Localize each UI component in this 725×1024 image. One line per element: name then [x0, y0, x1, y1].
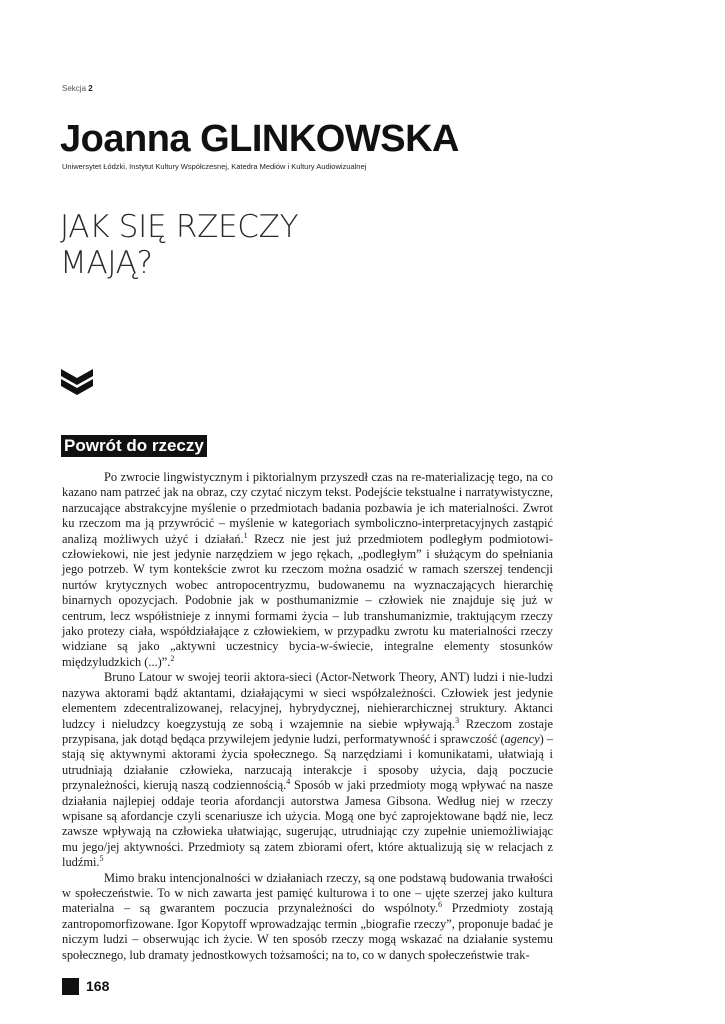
article-body [62, 470, 553, 963]
section-prefix: Sekcja [62, 84, 87, 93]
footnote-ref: 2 [170, 653, 175, 663]
section-heading: Powrót do rzeczy [61, 435, 207, 457]
article-title-line-2: MAJĄ? [60, 245, 153, 281]
author-name: Joanna GLINKOWSKA [60, 118, 459, 160]
author-affiliation: Uniwersytet Łódzki, Instytut Kultury Współczesnej, Katedra Mediów i Kultury Audiowizualnej [62, 162, 367, 171]
article-title [60, 209, 298, 281]
page-number [62, 976, 109, 996]
body-text-segment: ) – stają się aktywnymi aktorami życia społecznego. Są narzędziami i komunikatami, ułatwiają i utrudniają działanie człowieka, narzucają interakcje i sposoby użycia, dają poczucie przynależności, kierują naszą codziennością. [62, 731, 554, 793]
body-paragraph [62, 871, 553, 963]
double-chevron-down-icon [60, 366, 94, 396]
body-text-segment: Po zwrocie lingwistycznym i piktorialnym przyszedł czas na re-materializację tego, na co kazano nam patrzeć jak na obraz, czy czytać niczym tekst. Podejście tekstualne i narratywistyczne, narzucające abstrakcyjne myślenie o przedmiotach badania pozbawia je ich materialności. Zwrot ku rzeczom ma ją przywrócić – myślenie w kategoriach symboliczno-interpretacyjnych zastąpić analizą możliwych użyć i działań. [62, 470, 553, 546]
emphasis-text: agency [504, 731, 540, 746]
footnote-ref: 1 [243, 530, 248, 540]
body-text-segment: Mimo braku intencjonalności w działaniach rzeczy, są one podstawą budowania trwałości w społeczeństwie. To w nich zawarta jest pamięć kulturowa i to one – ujęte szerzej jako kultura materialna – są gwarantem poczucia przynależności do wspólnoty. [62, 870, 553, 916]
body-paragraph [62, 670, 553, 870]
footnote-ref: 6 [438, 900, 443, 910]
section-number: 2 [88, 84, 93, 93]
body-text-segment: Rzeczom zostaje przypisana, jak dotąd będąca przywilejem jedynie ludzi, performatywność i sprawczość ( [62, 716, 553, 746]
body-text-segment: Rzecz nie jest już przedmiotem podległym podmiotowi-człowiekowi, nie jest jedynie narzędziem w jego rękach, „podległym” i służącym do spełniania jego potrzeb. W tym kontekście zwrot ku rzeczom można osadzić w ramach szerszej tendencji nurtów krytycznych wobec antropocentryzmu, budowanemu na wyznaczających hierarchię binarnych opozycjach. Podobnie jak w posthumanizmie – człowiek nie znajduje się już w centrum, lecz współistnieje z innymi formami życia – lub transhumanizmie, traktującym rzeczy jako protezy ciała, współdziałające z człowiekiem, w przypadku zwrotu ku materialności rzeczy widziane są jako „aktywni uczestnicy bycia-w-świecie, integralne elementy stosunków międzyludzkich (...)”. [62, 531, 553, 669]
section-label [62, 84, 93, 93]
page-number-text: 168 [86, 978, 110, 994]
page-number-marker [62, 978, 79, 995]
body-paragraph [62, 470, 553, 670]
body-text-segment: Przedmioty zostają zantropomorfizowane. Igor Kopytoff wprowadzając termin „biografie rzeczy”, proponuje badać je niczym ludzi – obserwując ich życie. W ten sposób rzeczy mogą wskazać na działanie systemu społecznego, lub dramaty jednostkowych tożsamości; na to, co w danych społeczeństwie trak- [62, 901, 553, 962]
footnote-ref: 3 [455, 715, 460, 725]
footnote-ref: 4 [286, 777, 291, 786]
footnote-ref: 5 [99, 854, 104, 864]
body-text-segment: Bruno Latour w swojej teorii aktora-sieci (Actor-Network Theory, ANT) ludzi i nie-ludzi nazywa aktorami bądź aktantami, działającymi w sieci współzależności. Człowiek jest jedynie elementem zdecentralizowanej, relacyjnej, hybrydycznej, niehierarchicznej struktury. Aktanci ludzcy i nieludzcy koegzystują ze sobą i wzajemnie na siebie wpływają. [62, 670, 553, 731]
article-title-line-1: JAK SIĘ RZECZY [60, 209, 299, 245]
body-text-segment: Sposób w jaki przedmioty mogą wpływać na nasze działania najlepiej oddaje teoria afordancji autorstwa Jamesa Gibsona. Według niej w rzeczy wpisane są afordancje czyli scenariusze ich użycia. Mogą one być zaprojektowane bądź nie, lecz zawsze wpływają na człowieka ułatwiając, sugerując, utrudniając czy zupełnie uniemożliwiając mu jego/jej aktywności. Przedmioty są zatem zbiorami ofert, które aktualizują się w relacjach z ludźmi. [62, 778, 553, 870]
